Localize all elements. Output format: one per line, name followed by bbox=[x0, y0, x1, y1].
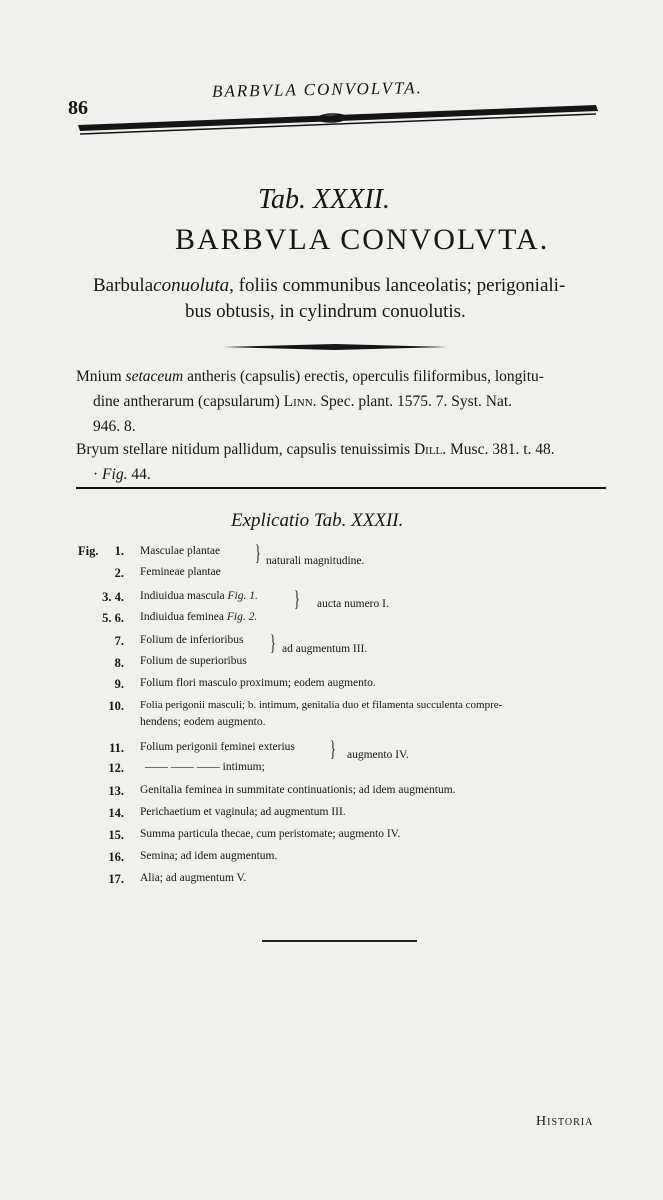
running-head: BARBVLA CONVOLVTA. bbox=[211, 78, 424, 101]
synonym-1-genus: Mnium bbox=[76, 368, 126, 385]
brace: } bbox=[255, 540, 261, 565]
brace: } bbox=[294, 586, 300, 611]
fig-caption: Folia perigonii masculi; b. intimum, genitalia duo et filamenta succulenta compre- bbox=[140, 699, 503, 711]
group-label: aucta numero I. bbox=[317, 598, 389, 610]
synonym-1-line-3: 946. 8. bbox=[93, 418, 136, 435]
fig-caption: Perichaetium et vaginula; ad augmentum III. bbox=[140, 806, 346, 818]
synonym-2-fig-number: 44. bbox=[127, 466, 151, 483]
page-number: 86 bbox=[68, 97, 88, 119]
fig-caption: Folium de inferioribus bbox=[140, 634, 244, 646]
brace: } bbox=[270, 630, 276, 655]
fig-number: 5. 6. bbox=[102, 611, 124, 625]
plate-title: BARBVLA CONVOLVTA. bbox=[175, 223, 550, 256]
diagnosis-species: conuoluta bbox=[153, 275, 230, 296]
fig-caption: Indiuidua mascula Fig. 1. bbox=[140, 590, 258, 602]
catchword: Historia bbox=[536, 1114, 594, 1129]
synonym-1-species: setaceum bbox=[125, 368, 184, 385]
fig-caption: Femineae plantae bbox=[140, 566, 221, 578]
fig-caption: Folium de superioribus bbox=[140, 655, 247, 667]
fig-caption: Indiuidua feminea Fig. 2. bbox=[140, 611, 258, 623]
synonym-1-line-2 bbox=[93, 393, 512, 411]
fig-caption: Folium perigonii feminei exterius bbox=[140, 741, 295, 753]
fig-label: Fig. bbox=[78, 544, 99, 558]
synonym-1-citation: Spec. plant. 1575. 7. Syst. Nat. bbox=[316, 393, 513, 410]
fig-caption: Alia; ad augmentum V. bbox=[140, 872, 247, 884]
group-label: ad augmentum III. bbox=[282, 643, 368, 655]
diagnosis-genus: Barbula bbox=[93, 275, 154, 296]
diagnosis-line-2: bus obtusis, in cylindrum conuolutis. bbox=[185, 301, 466, 322]
fig-number: 11. bbox=[109, 741, 124, 755]
synonym-2-text: Bryum stellare nitidum pallidum, capsulis tenuissimis bbox=[76, 441, 414, 458]
diagnosis-line-1 bbox=[93, 275, 565, 297]
fig-caption: —— —— —— intimum; bbox=[145, 761, 265, 773]
fig-number: 9. bbox=[114, 677, 124, 691]
synonym-1-text-2: dine antherarum (capsularum) bbox=[93, 393, 284, 410]
synonym-2-line-1 bbox=[76, 441, 555, 459]
plate-number: Tab. XXXII. bbox=[258, 184, 390, 215]
fig-caption: Folium flori masculo proximum; eodem augmento. bbox=[140, 677, 376, 689]
fig-number: 7. bbox=[114, 634, 124, 648]
synonym-1-line-1 bbox=[76, 368, 544, 386]
group-label: naturali magnitudine. bbox=[266, 555, 365, 567]
synonym-2-citation: Musc. 381. t. 48. bbox=[446, 441, 555, 458]
synonym-1-text: antheris (capsulis) erectis, operculis filiformibus, longitu- bbox=[183, 368, 544, 385]
fig-number: 3. 4. bbox=[102, 590, 124, 604]
group-label: augmento IV. bbox=[347, 749, 409, 761]
closing-rule bbox=[262, 940, 417, 942]
fig-number: 10. bbox=[108, 699, 124, 713]
fig-number: 8. bbox=[114, 656, 124, 670]
fig-caption: Masculae plantae bbox=[140, 545, 221, 557]
fig-caption-continued: hendens; eodem augmento. bbox=[140, 716, 266, 728]
fig-number: 13. bbox=[108, 784, 124, 798]
fig-number: 16. bbox=[108, 850, 124, 864]
synonym-2-fig-label: Fig. bbox=[102, 466, 128, 483]
synonym-2-line-2: · Fig. 44. bbox=[93, 466, 151, 483]
fig-number: 1. bbox=[114, 544, 124, 558]
explicatio-heading: Explicatio Tab. XXXII. bbox=[231, 510, 404, 531]
fig-caption: Genitalia feminea in summitate continuationis; ad idem augmentum. bbox=[140, 784, 456, 796]
diagnosis-text-1: , foliis communibus lanceolatis; perigoniali- bbox=[229, 275, 566, 296]
fig-number: 14. bbox=[108, 806, 124, 820]
fig-number: 2. bbox=[114, 566, 124, 580]
section-rule bbox=[76, 487, 606, 489]
header-rule-ornament bbox=[76, 101, 602, 137]
fig-number: 15. bbox=[108, 828, 124, 842]
fig-caption: Summa particula thecae, cum peristomate; augmento IV. bbox=[140, 828, 401, 840]
diagnosis-rule bbox=[220, 342, 450, 352]
synonym-1-author: Linn. bbox=[283, 393, 317, 410]
fig-number: 17. bbox=[108, 872, 124, 886]
synonym-2-author: Dill. bbox=[413, 441, 447, 458]
fig-number: 12. bbox=[108, 761, 124, 775]
brace: } bbox=[330, 736, 336, 761]
fig-caption: Semina; ad idem augmentum. bbox=[140, 850, 278, 862]
